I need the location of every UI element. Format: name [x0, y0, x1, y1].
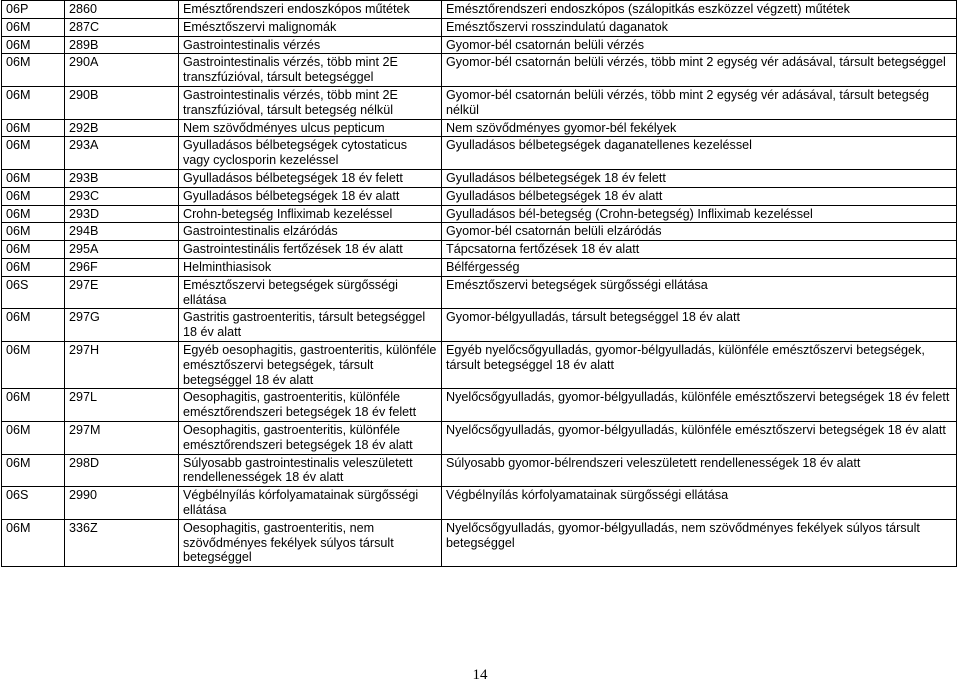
- hungarian-name-cell: Gyomor-bél csatornán belüli vérzés, több mint 2 egység vér adásával, társult betegséggel: [442, 54, 957, 87]
- drg-code-cell: 297H: [65, 341, 179, 388]
- table-row: [2, 54, 957, 87]
- latin-name-cell: Nem szövődményes ulcus pepticum: [179, 119, 442, 137]
- drg-code-cell: 296F: [65, 258, 179, 276]
- drg-code-cell: 289B: [65, 36, 179, 54]
- drg-code-cell: 336Z: [65, 519, 179, 566]
- latin-name-cell: Helminthiasisok: [179, 258, 442, 276]
- hungarian-name-cell: Bélférgesség: [442, 258, 957, 276]
- hungarian-name-cell: Gyomor-bélgyulladás, társult betegséggel 18 év alatt: [442, 309, 957, 342]
- mdc-code-cell: 06M: [2, 519, 65, 566]
- latin-name-cell: Gastrointestinalis vérzés: [179, 36, 442, 54]
- latin-name-cell: Oesophagitis, gastroenteritis, különféle emésztőrendszeri betegségek 18 év felett: [179, 389, 442, 422]
- table-row: [2, 341, 957, 388]
- table-row: [2, 36, 957, 54]
- latin-name-cell: Gyulladásos bélbetegségek cytostaticus vagy cyclosporin kezeléssel: [179, 137, 442, 170]
- hungarian-name-cell: Emésztőrendszeri endoszkópos (szálopitkás eszközzel végzett) műtétek: [442, 1, 957, 19]
- mdc-code-cell: 06M: [2, 187, 65, 205]
- mdc-code-cell: 06M: [2, 421, 65, 454]
- drg-code-cell: 292B: [65, 119, 179, 137]
- drg-code-cell: 293A: [65, 137, 179, 170]
- drg-code-cell: 293D: [65, 205, 179, 223]
- table-row: [2, 241, 957, 259]
- latin-name-cell: Gastrointestinalis elzáródás: [179, 223, 442, 241]
- hungarian-name-cell: Nyelőcsőgyulladás, gyomor-bélgyulladás, különféle emésztőszervi betegségek 18 év felett: [442, 389, 957, 422]
- hungarian-name-cell: Emésztőszervi betegségek sürgősségi ellátása: [442, 276, 957, 309]
- latin-name-cell: Gyulladásos bélbetegségek 18 év felett: [179, 169, 442, 187]
- hungarian-name-cell: Gyomor-bél csatornán belüli vérzés, több mint 2 egység vér adásával, társult betegség nélkül: [442, 86, 957, 119]
- latin-name-cell: Gastrointestinalis vérzés, több mint 2E transzfúzióval, társult betegséggel: [179, 54, 442, 87]
- drg-code-cell: 295A: [65, 241, 179, 259]
- hungarian-name-cell: Gyomor-bél csatornán belüli vérzés: [442, 36, 957, 54]
- drg-code-cell: 294B: [65, 223, 179, 241]
- latin-name-cell: Oesophagitis, gastroenteritis, különféle emésztőrendszeri betegségek 18 év alatt: [179, 421, 442, 454]
- table-row: [2, 137, 957, 170]
- latin-name-cell: Oesophagitis, gastroenteritis, nem szövődményes fekélyek súlyos társult betegséggel: [179, 519, 442, 566]
- mdc-code-cell: 06M: [2, 36, 65, 54]
- drg-code-cell: 297M: [65, 421, 179, 454]
- table-row: [2, 187, 957, 205]
- table-row: [2, 421, 957, 454]
- mdc-code-cell: 06M: [2, 137, 65, 170]
- mdc-code-cell: 06M: [2, 309, 65, 342]
- mdc-code-cell: 06M: [2, 54, 65, 87]
- table-row: [2, 169, 957, 187]
- table-row: [2, 389, 957, 422]
- drg-code-cell: 297G: [65, 309, 179, 342]
- hungarian-name-cell: Egyéb nyelőcsőgyulladás, gyomor-bélgyulladás, különféle emésztőszervi betegségek, társult betegséggel 18 év alatt: [442, 341, 957, 388]
- hungarian-name-cell: Gyulladásos bélbetegségek daganatellenes kezeléssel: [442, 137, 957, 170]
- hungarian-name-cell: Gyulladásos bélbetegségek 18 év alatt: [442, 187, 957, 205]
- drg-code-cell: 297E: [65, 276, 179, 309]
- latin-name-cell: Gyulladásos bélbetegségek 18 év alatt: [179, 187, 442, 205]
- hungarian-name-cell: Súlyosabb gyomor-bélrendszeri veleszületett rendellenességek 18 év alatt: [442, 454, 957, 487]
- hungarian-name-cell: Nem szövődményes gyomor-bél fekélyek: [442, 119, 957, 137]
- hungarian-name-cell: Nyelőcsőgyulladás, gyomor-bélgyulladás, különféle emésztőszervi betegségek 18 év alatt: [442, 421, 957, 454]
- table-row: [2, 519, 957, 566]
- latin-name-cell: Egyéb oesophagitis, gastroenteritis, különféle emésztőszervi betegségek, társult betegséggel 18 év alatt: [179, 341, 442, 388]
- latin-name-cell: Emésztőszervi malignomák: [179, 18, 442, 36]
- table-row: [2, 454, 957, 487]
- hungarian-name-cell: Végbélnyílás kórfolyamatainak sürgősségi ellátása: [442, 487, 957, 520]
- code-table: [1, 0, 957, 567]
- table-row: [2, 309, 957, 342]
- document-page: [1, 0, 956, 567]
- drg-code-cell: 297L: [65, 389, 179, 422]
- code-table-body: [2, 1, 957, 567]
- table-row: [2, 86, 957, 119]
- mdc-code-cell: 06M: [2, 169, 65, 187]
- latin-name-cell: Crohn-betegség Infliximab kezeléssel: [179, 205, 442, 223]
- latin-name-cell: Emésztőszervi betegségek sürgősségi ellátása: [179, 276, 442, 309]
- latin-name-cell: Gastritis gastroenteritis, társult betegséggel 18 év alatt: [179, 309, 442, 342]
- latin-name-cell: Súlyosabb gastrointestinalis veleszületett rendellenességek 18 év alatt: [179, 454, 442, 487]
- table-row: [2, 223, 957, 241]
- drg-code-cell: 2860: [65, 1, 179, 19]
- mdc-code-cell: 06M: [2, 241, 65, 259]
- mdc-code-cell: 06M: [2, 389, 65, 422]
- latin-name-cell: Emésztőrendszeri endoszkópos műtétek: [179, 1, 442, 19]
- table-row: [2, 119, 957, 137]
- mdc-code-cell: 06M: [2, 341, 65, 388]
- hungarian-name-cell: Emésztőszervi rosszindulatú daganatok: [442, 18, 957, 36]
- latin-name-cell: Végbélnyílás kórfolyamatainak sürgősségi ellátása: [179, 487, 442, 520]
- drg-code-cell: 290A: [65, 54, 179, 87]
- table-row: [2, 18, 957, 36]
- hungarian-name-cell: Gyulladásos bél-betegség (Crohn-betegség) Infliximab kezeléssel: [442, 205, 957, 223]
- table-row: [2, 258, 957, 276]
- drg-code-cell: 2990: [65, 487, 179, 520]
- mdc-code-cell: 06M: [2, 18, 65, 36]
- table-row: [2, 487, 957, 520]
- drg-code-cell: 290B: [65, 86, 179, 119]
- mdc-code-cell: 06M: [2, 258, 65, 276]
- table-row: [2, 205, 957, 223]
- mdc-code-cell: 06M: [2, 119, 65, 137]
- drg-code-cell: 293C: [65, 187, 179, 205]
- page-number: 14: [472, 667, 488, 683]
- mdc-code-cell: 06M: [2, 205, 65, 223]
- mdc-code-cell: 06S: [2, 487, 65, 520]
- drg-code-cell: 293B: [65, 169, 179, 187]
- hungarian-name-cell: Gyomor-bél csatornán belüli elzáródás: [442, 223, 957, 241]
- hungarian-name-cell: Nyelőcsőgyulladás, gyomor-bélgyulladás, nem szövődményes fekélyek súlyos társult betegséggel: [442, 519, 957, 566]
- hungarian-name-cell: Gyulladásos bélbetegségek 18 év felett: [442, 169, 957, 187]
- mdc-code-cell: 06M: [2, 454, 65, 487]
- mdc-code-cell: 06M: [2, 86, 65, 119]
- mdc-code-cell: 06S: [2, 276, 65, 309]
- drg-code-cell: 298D: [65, 454, 179, 487]
- table-row: [2, 276, 957, 309]
- latin-name-cell: Gastrointestinális fertőzések 18 év alatt: [179, 241, 442, 259]
- mdc-code-cell: 06M: [2, 223, 65, 241]
- latin-name-cell: Gastrointestinalis vérzés, több mint 2E transzfúzióval, társult betegség nélkül: [179, 86, 442, 119]
- table-row: [2, 1, 957, 19]
- mdc-code-cell: 06P: [2, 1, 65, 19]
- drg-code-cell: 287C: [65, 18, 179, 36]
- hungarian-name-cell: Tápcsatorna fertőzések 18 év alatt: [442, 241, 957, 259]
